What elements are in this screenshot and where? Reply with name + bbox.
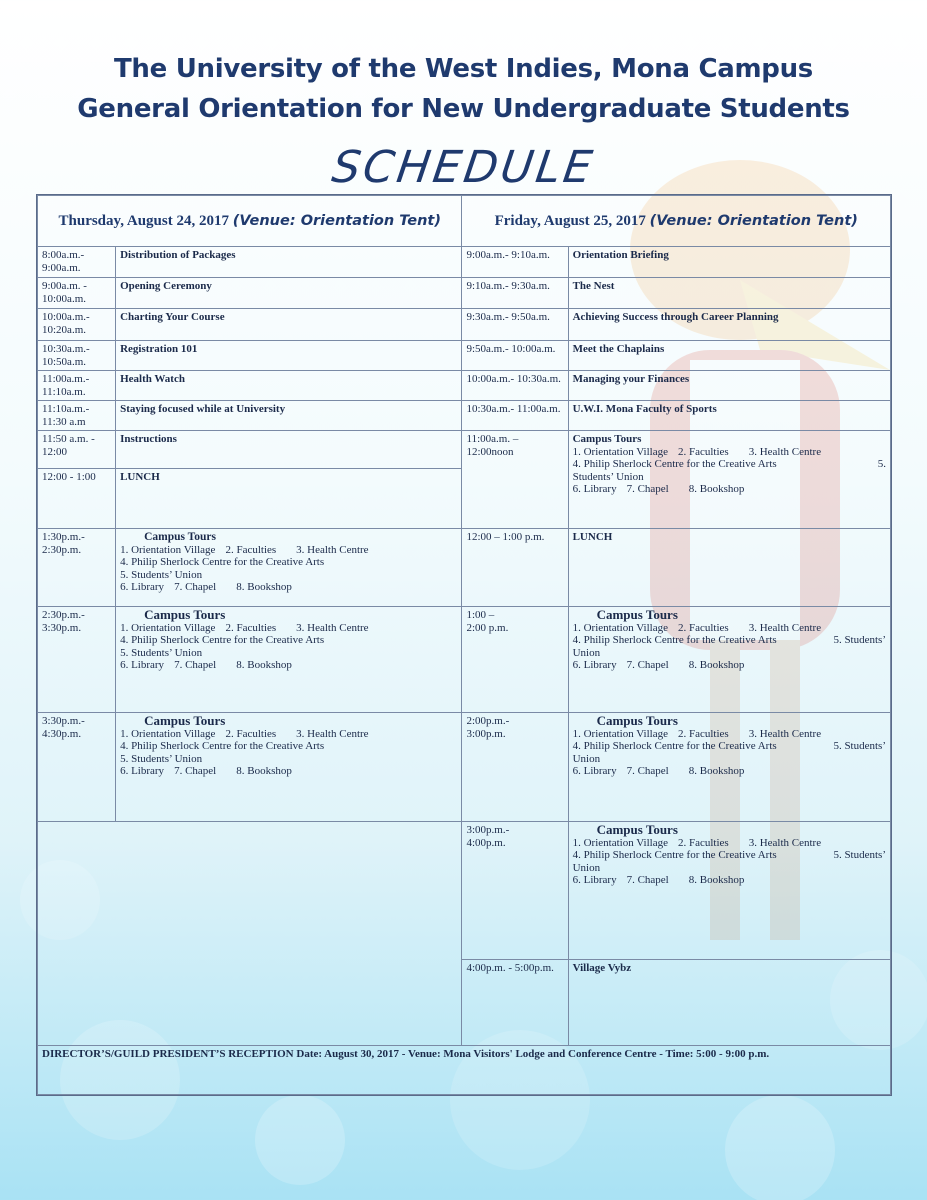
tour-line	[573, 728, 886, 741]
friday-time	[462, 713, 568, 822]
tour-line	[120, 544, 457, 557]
friday-event: LUNCH	[568, 529, 890, 607]
table-row	[38, 278, 891, 309]
thursday-venue: (Venue: Orientation Tent)	[232, 212, 441, 229]
tour-stop: 4. Philip Sherlock Centre for the Creative Arts	[572, 634, 777, 646]
time-end: 2:00 p.m.	[466, 621, 509, 634]
tour-stop: 1. Orientation Village	[120, 543, 216, 556]
thursday-event: Distribution of Packages	[116, 247, 462, 278]
thursday-time: 10:30a.m.- 10:50a.m.	[38, 341, 116, 371]
friday-event: U.W.I. Mona Faculty of Sports	[568, 401, 890, 431]
table-row	[38, 431, 891, 469]
tour-stop: 4. Philip Sherlock Centre for the Creative Arts	[572, 740, 777, 752]
friday-campus-tours	[568, 431, 890, 529]
friday-time: 9:10a.m.- 9:30a.m.	[462, 278, 568, 309]
table-row	[38, 529, 891, 607]
friday-time: 9:00a.m.- 9:10a.m.	[462, 247, 568, 278]
friday-event: Village Vybz	[568, 960, 890, 1046]
tour-line	[573, 874, 886, 887]
tour-stop: 2. Faculties	[677, 727, 729, 740]
time-end: 3:00p.m.	[466, 727, 506, 740]
time-start: 3:00p.m.-	[466, 824, 510, 836]
friday-time	[462, 822, 568, 960]
tour-title: Campus Tours	[144, 531, 216, 543]
tour-line: 4. Philip Sherlock Centre for the Creative Arts	[120, 740, 325, 752]
tour-stop: 8. Bookshop	[236, 581, 292, 593]
tour-line	[120, 728, 457, 741]
thursday-time: 11:50 a.m. - 12:00	[38, 431, 116, 469]
tour-stop: 3. Health Centre	[296, 543, 369, 556]
tour-line	[573, 837, 886, 850]
table-row	[38, 309, 891, 341]
thursday-campus-tours	[116, 713, 462, 822]
tour-stop: 1. Orientation Village	[120, 727, 216, 740]
tour-line	[573, 458, 886, 471]
tour-stop: 3. Health Centre	[748, 621, 822, 634]
time-start: 3:30p.m.-	[42, 715, 85, 727]
tour-stop: 7. Chapel	[626, 765, 669, 777]
friday-time	[462, 607, 568, 713]
tour-stop: 8. Bookshop	[688, 483, 745, 495]
tour-stop: 6. Library	[120, 659, 165, 671]
tour-title: Campus Tours	[596, 607, 678, 622]
table-row	[38, 607, 891, 713]
tour-stop: 3. Health Centre	[748, 727, 822, 740]
tour-stop: 2. Faculties	[225, 621, 277, 634]
time-end: 4:30p.m.	[42, 727, 82, 740]
friday-time: 9:30a.m.- 9:50a.m.	[462, 309, 568, 341]
tour-stop: 5. Students’	[833, 740, 886, 752]
thursday-event: Registration 101	[116, 341, 462, 371]
thursday-campus-tours	[116, 607, 462, 713]
tour-stop: 5. Students’	[833, 849, 886, 861]
time-start: 2:30p.m.-	[42, 609, 85, 621]
friday-date: Friday, August 25, 2017	[494, 212, 646, 229]
tour-title: Campus Tours	[596, 822, 678, 837]
friday-time: 10:00a.m.- 10:30a.m.	[462, 371, 568, 401]
thursday-campus-tours	[116, 529, 462, 607]
tour-stop: 7. Chapel	[626, 659, 669, 671]
friday-campus-tours	[568, 822, 890, 960]
reception-note: DIRECTOR’S/GUILD PRESIDENT’S RECEPTION Date: August 30, 2017 - Venue: Mona Visitors' Lodge and Conference Centre - Time: 5:00 - 9:00 p.m.	[38, 1046, 891, 1095]
thursday-header	[38, 196, 462, 247]
schedule-table	[36, 194, 892, 1096]
tour-stop: 1. Orientation Village	[572, 621, 668, 634]
thursday-time: 1:30p.m.- 2:30p.m.	[38, 529, 116, 607]
time-start: 1:00 –	[466, 609, 495, 621]
tour-line: 5. Students’ Union	[120, 568, 203, 581]
tour-stop: 8. Bookshop	[236, 659, 292, 671]
friday-time: 4:00p.m. - 5:00p.m.	[462, 960, 568, 1046]
schedule-heading: SCHEDULE	[328, 142, 599, 193]
tour-stop: 7. Chapel	[174, 765, 217, 777]
thursday-time: 11:10a.m.- 11:30 a.m	[38, 401, 116, 431]
friday-campus-tours	[568, 607, 890, 713]
tour-line	[573, 740, 886, 753]
tour-stop: 7. Chapel	[626, 483, 669, 495]
tour-line	[573, 446, 886, 459]
tour-stop: 8. Bookshop	[688, 659, 745, 671]
table-row	[38, 401, 891, 431]
tour-line	[573, 765, 886, 778]
tour-line: 5. Students’ Union	[120, 646, 203, 659]
tour-stop: 6. Library	[572, 659, 617, 671]
tour-title: Campus Tours	[572, 433, 642, 445]
table-row	[38, 341, 891, 371]
thursday-time: 10:00a.m.- 10:20a.m.	[38, 309, 116, 341]
tour-stop: 3. Health Centre	[296, 727, 369, 740]
thursday-time: 8:00a.m.- 9:00a.m.	[38, 247, 116, 278]
tour-title: Campus Tours	[144, 713, 226, 728]
thursday-time	[38, 713, 116, 822]
friday-event: The Nest	[568, 278, 890, 309]
friday-event: Orientation Briefing	[568, 247, 890, 278]
tour-line: Union	[572, 646, 601, 659]
friday-campus-tours	[568, 713, 890, 822]
friday-header	[462, 196, 891, 247]
day-header-row	[38, 196, 891, 247]
friday-event: Managing your Finances	[568, 371, 890, 401]
thursday-date: Thursday, August 24, 2017	[58, 212, 229, 229]
time-end: 4:00p.m.	[466, 836, 506, 849]
tour-stop: 1. Orientation Village	[572, 445, 668, 458]
thursday-event: Charting Your Course	[116, 309, 462, 341]
tour-stop: 6. Library	[572, 874, 617, 886]
tour-stop: 5.	[877, 458, 886, 470]
tour-line: Union	[572, 861, 601, 874]
table-row	[38, 713, 891, 822]
tour-stop: 3. Health Centre	[748, 445, 822, 458]
tour-stop: 7. Chapel	[174, 659, 217, 671]
tour-line	[573, 849, 886, 862]
time-end: 3:30p.m.	[42, 621, 82, 634]
thursday-time	[38, 607, 116, 713]
tour-stop: 3. Health Centre	[296, 621, 369, 634]
tour-stop: 1. Orientation Village	[572, 836, 668, 849]
tour-stop: 8. Bookshop	[688, 874, 745, 886]
footer-row	[38, 1046, 891, 1095]
tour-stop: 2. Faculties	[225, 543, 277, 556]
tour-stop: 6. Library	[120, 765, 165, 777]
friday-time: 12:00 – 1:00 p.m.	[462, 529, 568, 607]
tour-stop: 7. Chapel	[174, 581, 217, 593]
tour-line: 4. Philip Sherlock Centre for the Creative Arts	[120, 634, 325, 646]
thursday-time: 11:00a.m.- 11:10a.m.	[38, 371, 116, 401]
tour-line	[573, 622, 886, 635]
tour-line	[573, 659, 886, 672]
tour-stop: 8. Bookshop	[236, 765, 292, 777]
tour-stop: 4. Philip Sherlock Centre for the Creative Arts	[572, 458, 777, 470]
friday-venue: (Venue: Orientation Tent)	[649, 212, 858, 229]
tour-line: 4. Philip Sherlock Centre for the Creative Arts	[120, 556, 325, 568]
table-row	[38, 371, 891, 401]
tour-stop: 1. Orientation Village	[120, 621, 216, 634]
tour-line	[120, 765, 457, 778]
thursday-time: 9:00a.m. - 10:00a.m.	[38, 278, 116, 309]
thursday-event: Staying focused while at University	[116, 401, 462, 431]
friday-time: 10:30a.m.- 11:00a.m.	[462, 401, 568, 431]
tour-stop: 2. Faculties	[677, 621, 729, 634]
tour-line: 5. Students’ Union	[120, 752, 203, 765]
tour-stop: 2. Faculties	[225, 727, 277, 740]
tour-line: Union	[572, 752, 601, 765]
tour-line	[120, 659, 457, 672]
tour-stop: 5. Students’	[833, 634, 886, 646]
tour-line	[120, 622, 457, 635]
tour-title: Campus Tours	[596, 713, 678, 728]
tour-stop: 2. Faculties	[677, 836, 729, 849]
friday-time: 9:50a.m.- 10:00a.m.	[462, 341, 568, 371]
tour-line	[573, 483, 886, 496]
tour-stop: 8. Bookshop	[688, 765, 745, 777]
tour-stop: 1. Orientation Village	[572, 727, 668, 740]
friday-event: Meet the Chaplains	[568, 341, 890, 371]
thursday-event: Opening Ceremony	[116, 278, 462, 309]
tour-line	[573, 634, 886, 647]
friday-time: 11:00a.m. – 12:00noon	[462, 431, 568, 529]
tour-stop: 6. Library	[572, 483, 617, 495]
tour-stop: 2. Faculties	[677, 445, 729, 458]
tour-stop: 3. Health Centre	[748, 836, 822, 849]
table-row	[38, 247, 891, 278]
tour-stop: 6. Library	[120, 581, 165, 593]
tour-title: Campus Tours	[144, 607, 226, 622]
university-title: The University of the West Indies, Mona Campus	[114, 54, 813, 84]
time-start: 2:00p.m.-	[466, 715, 510, 727]
tour-stop: 4. Philip Sherlock Centre for the Creative Arts	[572, 849, 777, 861]
thursday-time: 12:00 - 1:00	[38, 469, 116, 529]
table-row	[38, 822, 891, 960]
tour-line	[120, 581, 457, 594]
thursday-event: LUNCH	[116, 469, 462, 529]
tour-line: Students’ Union	[572, 470, 644, 483]
friday-event: Achieving Success through Career Planning	[568, 309, 890, 341]
thursday-event: Health Watch	[116, 371, 462, 401]
thursday-event: Instructions	[116, 431, 462, 469]
tour-stop: 6. Library	[572, 765, 617, 777]
empty-cell	[38, 822, 462, 1046]
orientation-title: General Orientation for New Undergraduate Students	[77, 94, 850, 124]
tour-stop: 7. Chapel	[626, 874, 669, 886]
